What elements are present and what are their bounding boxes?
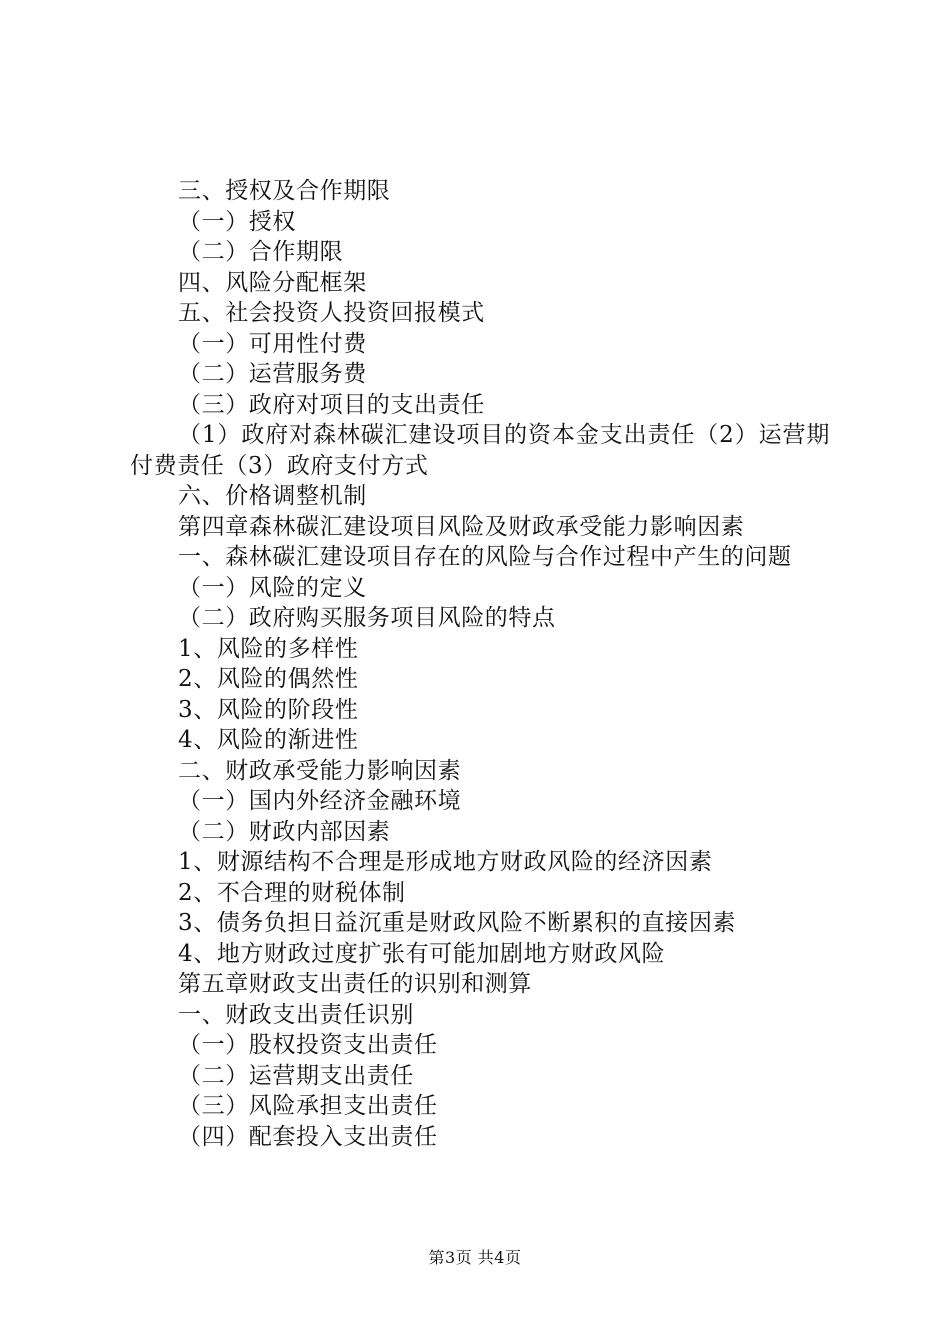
list-item: 3、风险的阶段性 [178,696,359,723]
chapter-heading: 第五章财政支出责任的识别和测算 [178,971,532,997]
subsection-item: （三）风险承担支出责任 [178,1093,438,1119]
subsection-item: （二）财政内部因素 [178,818,391,845]
subsection-item: （一）可用性付费 [178,330,367,357]
paragraph: （1）政府对森林碳汇建设项目的资本金支出责任（2）运营期付费责任（3）政府支付方式 [130,422,830,479]
section-heading: 一、森林碳汇建设项目存在的风险与合作过程中产生的问题 [178,544,792,570]
chapter-heading: 第四章森林碳汇建设项目风险及财政承受能力影响因素 [178,513,745,540]
subsection-item: （一）授权 [178,208,296,235]
list-item: 1、风险的多样性 [178,635,359,662]
section-heading: 二、财政承受能力影响因素 [178,757,462,784]
subsection-item: （二）运营期支出责任 [178,1062,414,1089]
list-item: 2、风险的偶然性 [178,666,359,692]
section-heading: 五、社会投资人投资回报模式 [178,300,485,326]
subsection-item: （二）合作期限 [178,239,344,265]
section-heading: 一、财政支出责任识别 [178,1001,414,1028]
list-item: 4、风险的渐进性 [178,727,359,753]
list-item: 4、地方财政过度扩张有可能加剧地方财政风险 [178,940,666,967]
list-item: 1、财源结构不合理是形成地方财政风险的经济因素 [178,849,713,875]
section-heading: 三、授权及合作期限 [178,178,391,204]
subsection-item: （二）政府购买服务项目风险的特点 [178,605,556,631]
subsection-item: （三）政府对项目的支出责任 [178,391,485,418]
list-item: 3、债务负担日益沉重是财政风险不断累积的直接因素 [178,910,737,936]
subsection-item: （四）配套投入支出责任 [178,1123,438,1150]
subsection-item: （一）国内外经济金融环境 [178,788,462,814]
page-number-footer: 第3页 共4页 [428,1248,522,1267]
section-heading: 四、风险分配框架 [178,269,367,296]
subsection-item: （一）股权投资支出责任 [178,1032,438,1058]
subsection-item: （二）运营服务费 [178,361,367,387]
document-body [130,176,830,1152]
list-item: 2、不合理的财税体制 [178,879,406,906]
section-heading: 六、价格调整机制 [178,483,367,509]
subsection-item: （一）风险的定义 [178,574,367,601]
